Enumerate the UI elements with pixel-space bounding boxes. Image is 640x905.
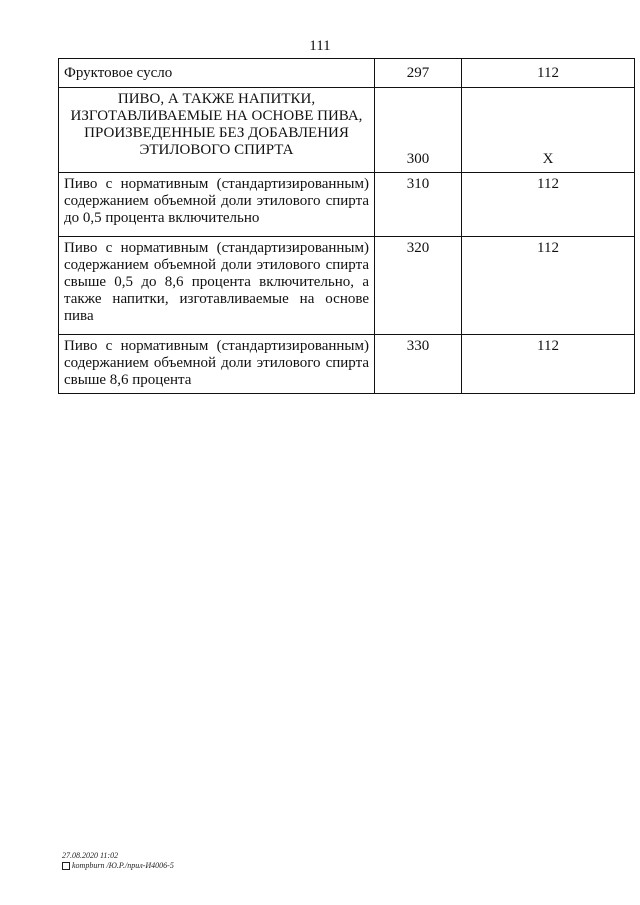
row-name: Пиво с нормативным (стандартизированным) содержанием объемной доли этилового спирта до 0,5 процента включительно	[59, 173, 375, 237]
row-ref: 112	[462, 173, 635, 237]
row-ref: X	[462, 88, 635, 173]
row-code: 310	[375, 173, 462, 237]
row-ref: 112	[462, 59, 635, 88]
row-code: 297	[375, 59, 462, 88]
table-row	[59, 88, 635, 173]
table-row	[59, 237, 635, 335]
row-name: Фруктовое сусло	[59, 59, 375, 88]
table-row	[59, 173, 635, 237]
row-name: Пиво с нормативным (стандартизированным) содержанием объемной доли этилового спирта свыше 0,5 до 8,6 процента включительно, а также напитки, изготавливаемые на основе пива	[59, 237, 375, 335]
page-number: 111	[309, 38, 331, 54]
row-name: ПИВО, А ТАКЖЕ НАПИТКИ, ИЗГОТАВЛИВАЕМЫЕ НА ОСНОВЕ ПИВА, ПРОИЗВЕДЕННЫЕ БЕЗ ДОБАВЛЕНИЯ ЭТИЛОВОГО СПИРТА	[59, 88, 375, 173]
product-code-table	[58, 58, 635, 394]
row-ref: 112	[462, 335, 635, 394]
footer-path-line	[62, 861, 174, 871]
row-code: 300	[375, 88, 462, 173]
table-row	[59, 335, 635, 394]
footer-path: kompburn /Ю.Р./прил-И4006-5	[72, 861, 174, 870]
edit-icon	[62, 862, 70, 870]
row-code: 330	[375, 335, 462, 394]
table-row	[59, 59, 635, 88]
row-code: 320	[375, 237, 462, 335]
footer-timestamp: 27.08.2020 11:02	[62, 851, 119, 860]
row-name: Пиво с нормативным (стандартизированным) содержанием объемной доли этилового спирта свыше 8,6 процента	[59, 335, 375, 394]
document-footer	[62, 851, 174, 871]
row-ref: 112	[462, 237, 635, 335]
